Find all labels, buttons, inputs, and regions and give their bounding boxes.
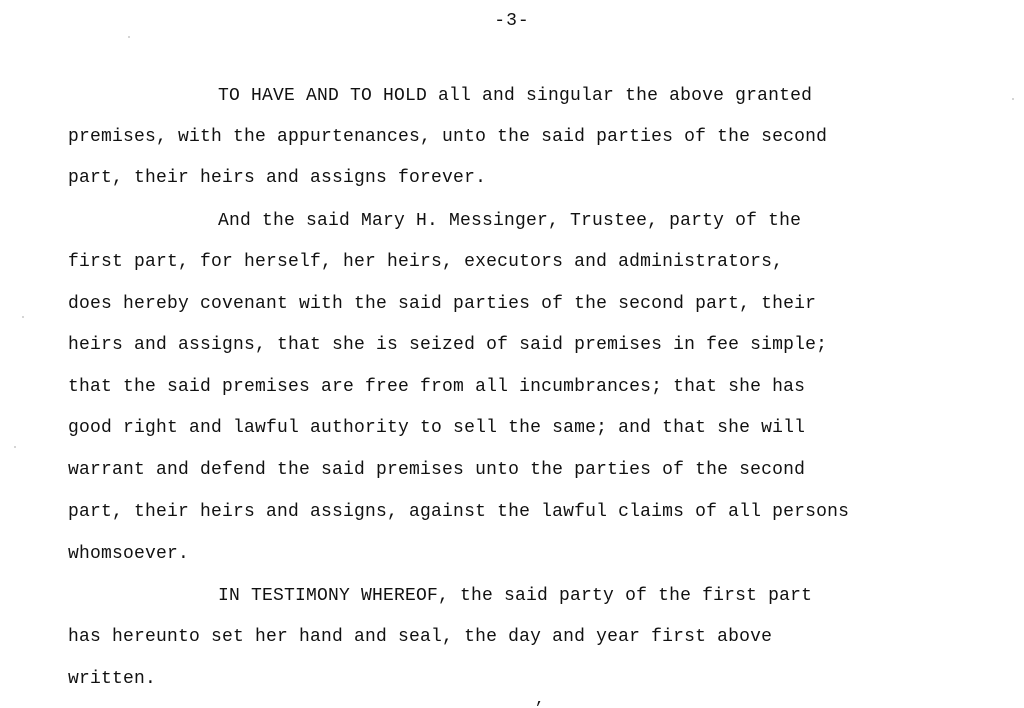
scan-speck bbox=[22, 316, 24, 318]
paragraph-2-line-7: warrant and defend the said premises unto the parties of the second bbox=[68, 460, 806, 480]
stray-mark: , bbox=[535, 690, 545, 708]
paragraph-2-line-9: whomsoever. bbox=[68, 544, 190, 564]
paragraph-1-line-2: premises, with the appurtenances, unto the said parties of the second bbox=[68, 127, 828, 147]
paragraph-2-line-3: does hereby covenant with the said parties of the second part, their bbox=[68, 294, 817, 314]
paragraph-1-line-3: part, their heirs and assigns forever. bbox=[68, 168, 487, 188]
scan-speck bbox=[128, 36, 130, 38]
page-number: -3- bbox=[494, 11, 530, 31]
paragraph-1-line-1: TO HAVE AND TO HOLD all and singular the above granted bbox=[218, 86, 813, 106]
scan-speck bbox=[1012, 98, 1014, 100]
paragraph-2-line-8: part, their heirs and assigns, against the lawful claims of all persons bbox=[68, 502, 850, 522]
paragraph-2-line-1: And the said Mary H. Messinger, Trustee, party of the bbox=[218, 211, 802, 231]
paragraph-3-line-2: has hereunto set her hand and seal, the day and year first above bbox=[68, 627, 773, 647]
paragraph-3-line-3: written. bbox=[68, 669, 157, 689]
paragraph-2-line-4: heirs and assigns, that she is seized of said premises in fee simple; bbox=[68, 335, 828, 355]
paragraph-2-line-6: good right and lawful authority to sell the same; and that she will bbox=[68, 418, 806, 438]
paragraph-2-line-2: first part, for herself, her heirs, executors and administrators, bbox=[68, 252, 784, 272]
paragraph-2-line-5: that the said premises are free from all incumbrances; that she has bbox=[68, 377, 806, 397]
paragraph-3-line-1: IN TESTIMONY WHEREOF, the said party of the first part bbox=[218, 586, 813, 606]
scan-speck bbox=[14, 446, 16, 448]
